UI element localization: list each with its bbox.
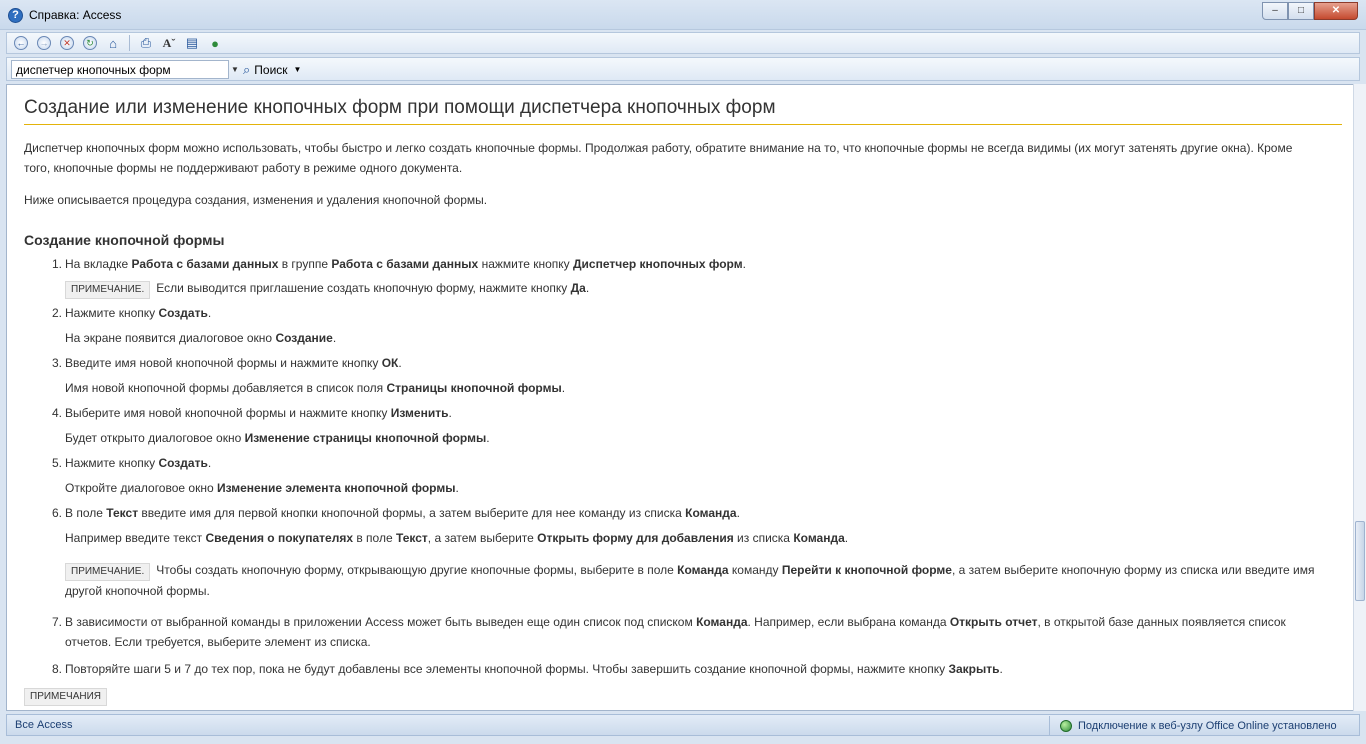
minimize-button[interactable]: – bbox=[1262, 2, 1288, 20]
chevron-down-icon[interactable]: ▼ bbox=[293, 65, 302, 74]
step-text: На вкладке Работа с базами данных в группе Работа с базами данных нажмите кнопку Диспетчер кнопочных форм. bbox=[65, 257, 746, 271]
window-title: Справка: Access bbox=[29, 8, 122, 22]
step-number: 1. bbox=[51, 257, 62, 271]
home-icon[interactable]: ⌂ bbox=[109, 35, 117, 51]
step-result: Имя новой кнопочной формы добавляется в список поля Страницы кнопочной формы. bbox=[65, 381, 566, 395]
step-result: Будет открыто диалоговое окно Изменение страницы кнопочной формы. bbox=[65, 431, 490, 445]
search-button[interactable] bbox=[243, 60, 301, 79]
step-example: Например введите текст Сведения о покупателях в поле Текст, а затем выберите Открыть форму для добавления из списка Команда. bbox=[65, 531, 849, 545]
search-dropdown-icon[interactable]: ▼ bbox=[231, 65, 239, 74]
maximize-button[interactable]: □ bbox=[1288, 2, 1314, 20]
search-icon: ⌕ bbox=[243, 61, 251, 77]
procedure-intro: Ниже описывается процедура создания, изменения и удаления кнопочной формы. bbox=[24, 193, 488, 207]
font-size-icon[interactable]: Aˇ bbox=[162, 35, 176, 50]
globe-icon bbox=[1060, 720, 1072, 732]
toolbar bbox=[6, 32, 1360, 54]
toolbar-separator bbox=[129, 35, 130, 51]
search-input[interactable] bbox=[11, 60, 229, 79]
notes-label[interactable]: ПРИМЕЧАНИЯ bbox=[24, 688, 107, 706]
help-content: Создание или изменение кнопочных форм при помощи диспетчера кнопочных форм Диспетчер кнопочных форм можно использовать, чтобы быстро и легко создать кнопочные формы. Продолжая работу, обратите внимание на то, что кнопочные формы не всегда видимы (их могут затенять другие окна). Кроме того, кнопочные формы не поддерживают работу в режиме одного документа. Ниже описывается процедура создания, изменения и удаления кнопочной формы. Создание кнопочной формы 1. На вкладке Работа с базами данных в группе Работа с базами данных нажмите кнопку Диспетчер кнопочных форм. ПРИМЕЧАНИЕ. Если выводится приглашение создать кнопочную форму, нажмите кнопку Да. 2. Нажмите кнопку Создать. На экране появится диалоговое окно Создание. 3. Введите имя новой кнопочной формы и нажмите кнопку ОК. Имя новой кнопочной формы добавляется в список поля Страницы кнопочной формы. 4. Выберите имя новой кнопочной формы и нажмите кнопку Изменить. Будет открыто диалоговое окно Изменение страницы кнопочной формы. 5. Нажмите кнопку Создать. Откройте диалоговое окно Изменение элемента кнопочной формы. 6. В поле Текст введите имя для первой кнопки кнопочной формы, а затем выберите для нее команду из списка Команда. Например введите текст Сведения о покупателях в поле Текст, а затем выберите Открыть форму для добавления из списка Команда. ПРИМЕЧАНИЕ. Чтобы создать кнопочную форму, открывающую другие кнопочные формы, выберите в поле Команда команду Перейти к кнопочной форме, а затем выберите кнопочную форму из списка или введите имя другой кнопочной формы. 7. В зависимости от выбранной команды в приложении Access может быть выведен еще один список под списком Команда. Например, если выбрана команда Открыть отчет, в открытой базе данных появляется список отчетов. Если требуется, выберите элемент из списка. 8. Повторяйте шаги 5 и 7 до тех пор, пока не будут добавлены все элементы кнопочной формы. Чтобы завершить создание кнопочной формы, нажмите кнопку Закрыть. ПРИМЕЧАНИЯ bbox=[6, 84, 1357, 711]
page-title: Создание или изменение кнопочных форм при помощи диспетчера кнопочных форм bbox=[24, 97, 776, 118]
connection-status[interactable] bbox=[1049, 716, 1359, 735]
note: ПРИМЕЧАНИЕ. Если выводится приглашение создать кнопочную форму, нажмите кнопку Да. bbox=[65, 278, 1335, 299]
note: ПРИМЕЧАНИЕ. Чтобы создать кнопочную форму, открывающую другие кнопочные формы, выберите в поле Команда команду Перейти к кнопочной форме, а затем выберите кнопочную форму из списка или введите имя другой кнопочной формы. bbox=[65, 563, 1315, 598]
status-bar bbox=[6, 714, 1360, 736]
search-button-label: Поиск bbox=[254, 62, 288, 77]
search-bar bbox=[6, 57, 1360, 81]
forward-icon[interactable]: → bbox=[34, 34, 54, 52]
close-button[interactable]: ✕ bbox=[1314, 2, 1358, 20]
refresh-icon[interactable]: ↻ bbox=[80, 34, 100, 52]
scroll-thumb[interactable] bbox=[1355, 521, 1365, 601]
book-icon[interactable]: ▤ bbox=[185, 35, 199, 50]
intro-paragraph bbox=[24, 138, 1292, 178]
back-icon[interactable]: ← bbox=[11, 34, 31, 52]
title-divider bbox=[24, 124, 1342, 125]
note-label: ПРИМЕЧАНИЕ. bbox=[65, 281, 150, 299]
connection-status-text: Подключение к веб-узлу Office Online установлено bbox=[1078, 719, 1337, 732]
section-heading: Создание кнопочной формы bbox=[24, 232, 225, 248]
step-result: На экране появится диалоговое окно Создание. bbox=[65, 331, 337, 345]
intro-line-1: Диспетчер кнопочных форм можно использовать, чтобы быстро и легко создать кнопочные формы. Продолжая работу, обратите внимание на то, что кнопочные формы не всегда видимы (их могут затенять другие окна). Кроме bbox=[24, 141, 1293, 155]
step-result: Откройте диалоговое окно Изменение элемента кнопочной формы. bbox=[65, 481, 459, 495]
stop-icon[interactable]: ✕ bbox=[57, 34, 77, 52]
scope-selector[interactable]: Все Access bbox=[15, 719, 73, 731]
title-bar bbox=[0, 0, 1366, 30]
print-icon[interactable]: ⎙ bbox=[140, 35, 152, 50]
notes-section[interactable] bbox=[24, 685, 113, 706]
pin-icon[interactable]: ● bbox=[211, 35, 219, 51]
note-label: ПРИМЕЧАНИЕ. bbox=[65, 563, 150, 581]
help-icon: ? bbox=[8, 8, 23, 23]
window-controls bbox=[1262, 2, 1358, 20]
intro-line-2: того, кнопочные формы не поддерживают работу в режиме одного документа. bbox=[24, 161, 463, 175]
vertical-scrollbar[interactable] bbox=[1353, 84, 1366, 711]
